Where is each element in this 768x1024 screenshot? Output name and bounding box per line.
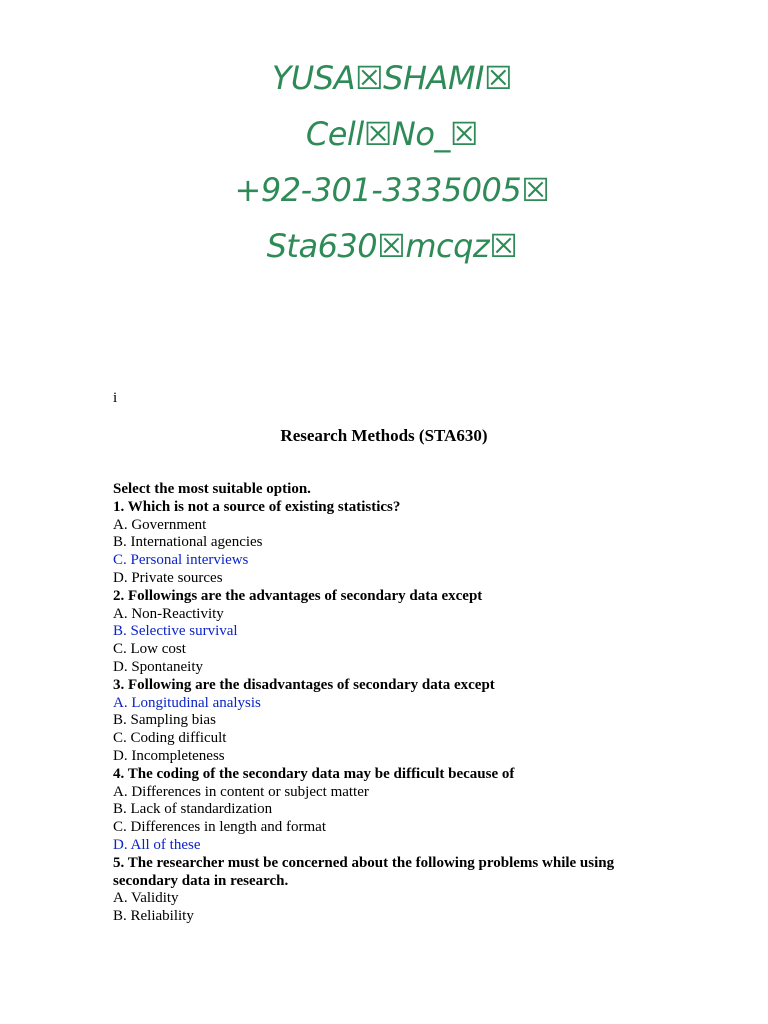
option-item: A. Government (113, 516, 207, 533)
question-text: 1. Which is not a source of existing statistics? (113, 498, 401, 515)
option-item: B. Sampling bias (113, 712, 216, 729)
option-item-answer: B. Selective survival (113, 623, 238, 640)
question-text: 5. The researcher must be concerned about the following problems while using secondary data in research. (113, 854, 615, 889)
mcq-content (113, 481, 673, 926)
option-item-answer: A. Longitudinal analysis (113, 694, 261, 711)
watermark-header (0, 50, 768, 274)
option-item: B. Lack of standardization (113, 801, 273, 818)
option-item-answer: C. Personal interviews (113, 552, 249, 569)
header-phone: +92-301-3335005☒ (234, 171, 550, 209)
option-item: C. Low cost (113, 641, 186, 658)
option-item: D. Spontaneity (113, 658, 203, 675)
header-name: YUSA☒SHAMI☒ (271, 59, 513, 97)
option-item: C. Coding difficult (113, 730, 227, 747)
option-item: A. Validity (113, 890, 179, 907)
header-course-code: Sta630☒mcqz☒ (266, 227, 518, 265)
option-item: A. Non-Reactivity (113, 605, 224, 622)
option-item: A. Differences in content or subject matter (113, 783, 369, 800)
header-cell-label: Cell☒No_☒ (305, 115, 479, 153)
question-text: 2. Followings are the advantages of secondary data except (113, 587, 483, 604)
page-title: Research Methods (STA630) (280, 426, 488, 445)
option-item: D. Incompleteness (113, 747, 225, 764)
question-text: 3. Following are the disadvantages of secondary data except (113, 676, 495, 693)
option-item: C. Differences in length and format (113, 819, 326, 836)
option-item: B. Reliability (113, 908, 194, 925)
option-item: D. Private sources (113, 569, 223, 586)
instruction-text: Select the most suitable option. (113, 481, 311, 497)
page-number: i (113, 390, 118, 406)
option-item-answer: D. All of these (113, 836, 201, 853)
question-text: 4. The coding of the secondary data may be difficult because of (113, 765, 515, 782)
option-item: B. International agencies (113, 534, 263, 551)
